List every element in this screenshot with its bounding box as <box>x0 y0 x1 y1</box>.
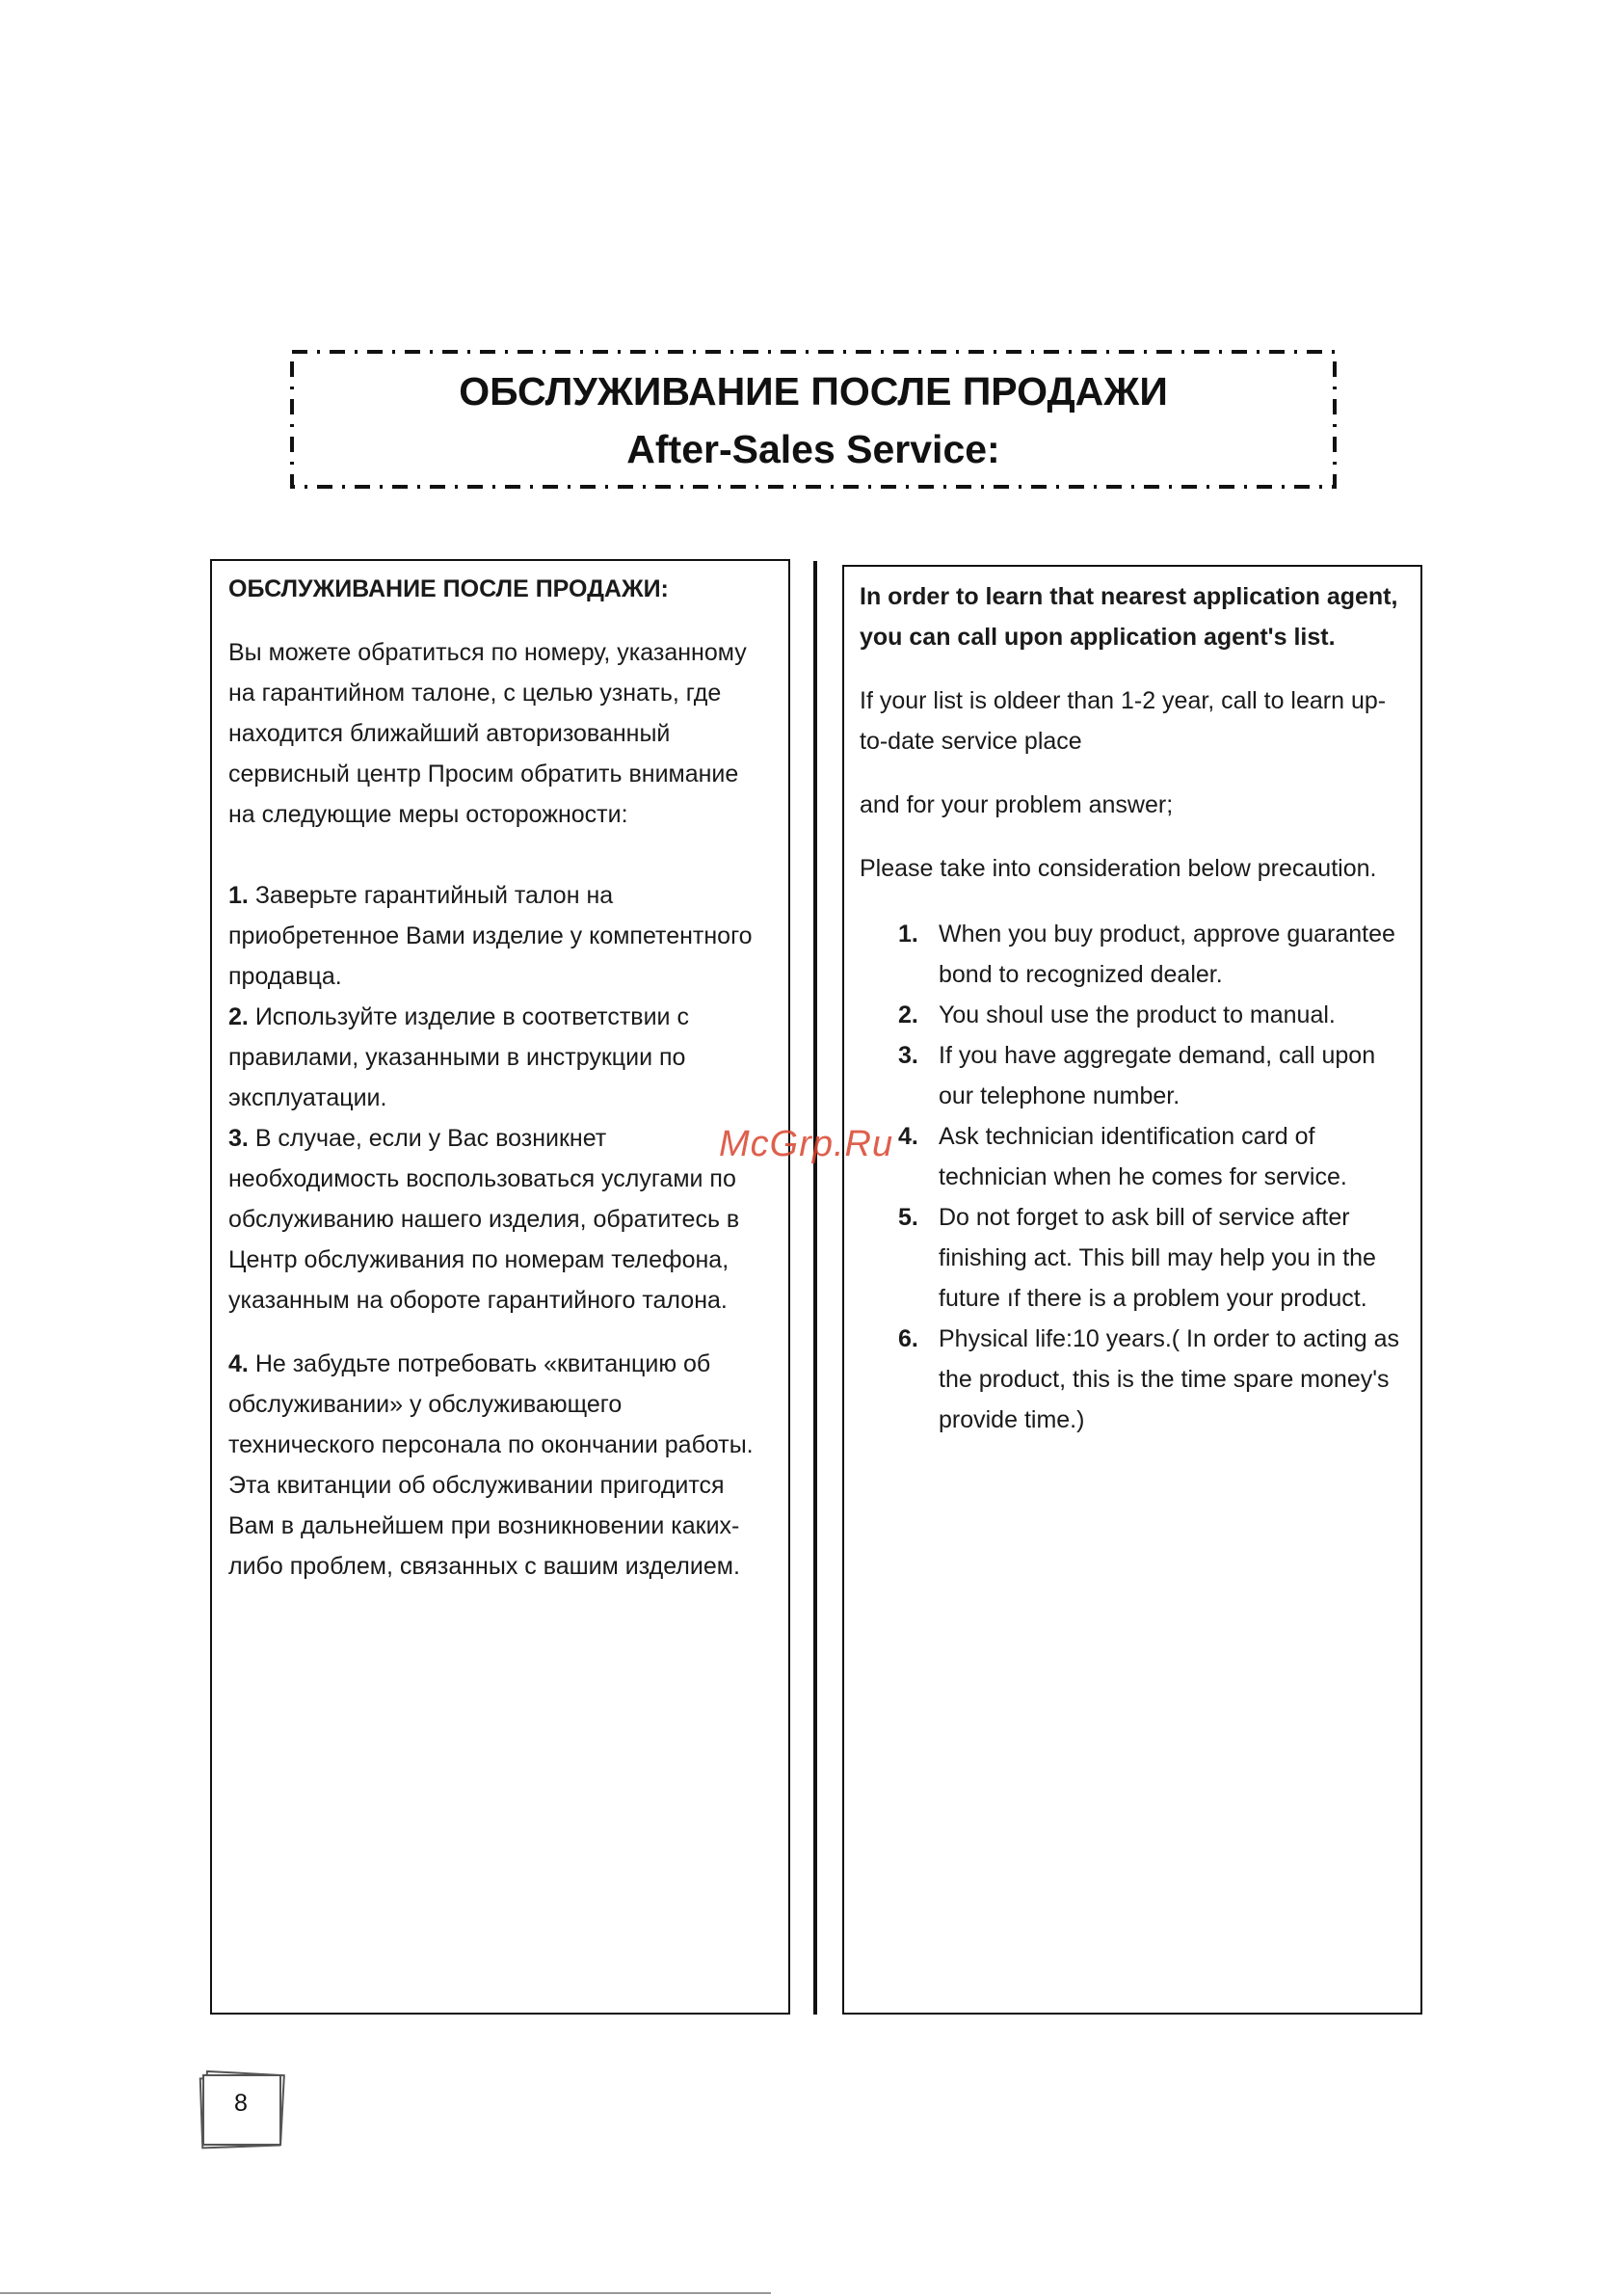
text-line: продавца. <box>228 963 342 990</box>
item-number: 3. <box>228 1125 249 1152</box>
list-item <box>860 1197 1405 1319</box>
text-line: на гарантийном талоне, с целью узнать, где <box>228 680 722 707</box>
item-number: 6. <box>898 1325 918 1352</box>
left-intro <box>228 632 773 835</box>
english-column <box>842 565 1422 2015</box>
text-line: you can call upon application agent's list. <box>860 624 1336 651</box>
item-number: 4. <box>228 1350 249 1377</box>
text-line: Вы можете обратиться по номеру, указанному <box>228 639 747 666</box>
text-line: Ask technician identification card of <box>939 1123 1315 1150</box>
title-en: After-Sales Service: <box>626 427 1000 471</box>
text-line: необходимость воспользоваться услугами по <box>228 1165 736 1192</box>
left-item-1 <box>228 875 773 997</box>
text-line: future ıf there is a problem your product. <box>939 1285 1367 1312</box>
text-line: указанным на обороте гарантийного талона. <box>228 1287 728 1314</box>
text-line: You shoul use the product to manual. <box>939 1001 1336 1028</box>
left-item-3 <box>228 1118 773 1321</box>
text-line: When you buy product, approve guarantee <box>939 921 1395 948</box>
text-line: the product, this is the time spare money's <box>939 1366 1390 1393</box>
text-line: Вам в дальнейшем при возникновении каких- <box>228 1512 740 1539</box>
right-para-2: and for your problem answer; <box>860 791 1174 818</box>
page-number: 8 <box>234 2090 248 2117</box>
russian-column <box>210 559 790 2015</box>
spacer <box>860 825 1405 848</box>
text-line: our telephone number. <box>939 1082 1180 1109</box>
text-line: Центр обслуживания по номерам телефона, <box>228 1246 729 1273</box>
text-line: эксплуатации. <box>228 1084 387 1111</box>
text-line: provide time.) <box>939 1406 1085 1433</box>
left-heading: ОБСЛУЖИВАНИЕ ПОСЛЕ ПРОДАЖИ: <box>228 575 669 602</box>
right-intro <box>860 576 1405 657</box>
left-item-2 <box>228 997 773 1118</box>
spacer <box>860 889 1405 914</box>
list-item <box>860 914 1405 995</box>
text-line: находится ближайший авторизованный <box>228 720 671 747</box>
text-line: Не забудьте потребовать «квитанцию об <box>254 1350 711 1377</box>
text-line: to-date service place <box>860 728 1082 755</box>
watermark: McGrp.Ru <box>719 1124 894 1164</box>
item-number: 4. <box>898 1123 918 1150</box>
right-para-1 <box>860 681 1405 761</box>
text-line: If you have aggregate demand, call upon <box>939 1042 1376 1069</box>
text-line: В случае, если у Вас возникнет <box>254 1125 607 1152</box>
text-line: сервисный центр Просим обратить внимание <box>228 761 739 788</box>
title-ru: ОБСЛУЖИВАНИЕ ПОСЛЕ ПРОДАЖИ <box>459 369 1168 414</box>
text-line: либо проблем, связанных с вашим изделием. <box>228 1553 740 1580</box>
text-line: Используйте изделие в соответствии с <box>254 1003 689 1030</box>
item-number: 1. <box>228 882 249 909</box>
list-item <box>860 1319 1405 1440</box>
spacer <box>860 761 1405 785</box>
text-line: на следующие меры осторожности: <box>228 801 628 828</box>
text-line: Do not forget to ask bill of service after <box>939 1204 1350 1231</box>
text-line: In order to learn that nearest application agent, <box>860 583 1398 610</box>
page-number-badge <box>199 2070 283 2148</box>
bottom-rule <box>0 2292 771 2294</box>
text-line: технического персонала по окончании работы. <box>228 1431 754 1458</box>
text-line: правилами, указанными в инструкции по <box>228 1044 686 1071</box>
right-para-3: Please take into consideration below precaution. <box>860 855 1377 882</box>
text-line: Эта квитанции об обслуживании пригодится <box>228 1472 725 1499</box>
list-item <box>860 1035 1405 1116</box>
spacer <box>860 657 1405 681</box>
text-line: обслуживании» у обслуживающего <box>228 1391 623 1418</box>
text-line: finishing act. This bill may help you in the <box>939 1244 1376 1271</box>
page-title <box>289 362 1338 478</box>
precaution-list <box>860 914 1405 1440</box>
spacer <box>228 835 773 875</box>
list-item <box>860 1116 1405 1197</box>
list-item <box>860 995 1405 1035</box>
item-number: 3. <box>898 1042 918 1069</box>
item-number: 2. <box>898 1001 918 1028</box>
text-line: Заверьте гарантийный талон на <box>254 882 614 909</box>
text-line: bond to recognized dealer. <box>939 961 1223 988</box>
text-line: Physical life:10 years.( In order to acting as <box>939 1325 1400 1352</box>
text-line: приобретенное Вами изделие у компетентного <box>228 922 753 949</box>
column-divider <box>813 561 817 2015</box>
title-box <box>289 349 1338 490</box>
text-line: If your list is oldeer than 1-2 year, call to learn up- <box>860 687 1387 714</box>
left-item-4 <box>228 1344 773 1587</box>
spacer <box>228 1321 773 1344</box>
item-number: 2. <box>228 1003 249 1030</box>
item-number: 5. <box>898 1204 918 1231</box>
text-line: обслуживанию нашего изделия, обратитесь в <box>228 1206 740 1233</box>
text-line: technician when he comes for service. <box>939 1163 1347 1190</box>
spacer <box>228 609 773 632</box>
item-number: 1. <box>898 921 918 948</box>
